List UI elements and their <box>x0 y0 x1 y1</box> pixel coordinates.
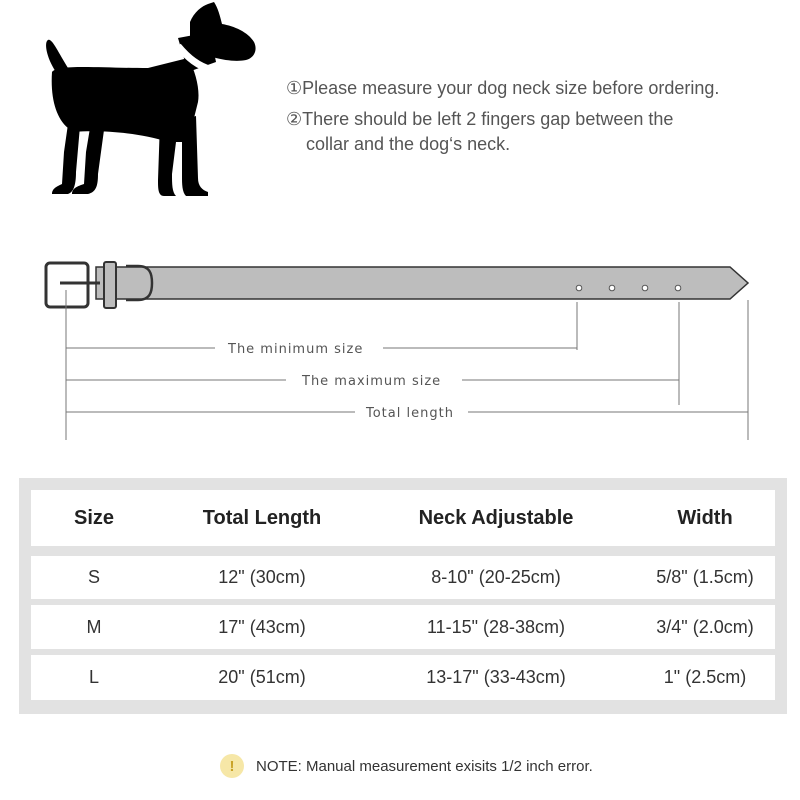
collar-hole <box>609 285 615 291</box>
buckle-icon <box>46 263 88 307</box>
measurement-instructions <box>286 76 786 157</box>
total-length-cell: 12" (30cm) <box>218 567 306 587</box>
neck-adjustable-cell: 8-10" (20-25cm) <box>431 567 561 587</box>
table-row <box>31 556 775 599</box>
measurement-note <box>220 752 593 780</box>
size-table <box>19 478 787 714</box>
note-text: NOTE: Manual measurement exisits 1/2 inch error. <box>256 757 593 775</box>
neck-adjustable-cell: 13-17" (33-43cm) <box>426 667 566 687</box>
header-neck-adjustable: Neck Adjustable <box>418 506 574 529</box>
header-width: Width <box>677 506 733 529</box>
max-size-label: The maximum size <box>302 374 442 389</box>
header-total-length: Total Length <box>202 506 322 529</box>
instruction-2-continued: collar and the dog‘s neck. <box>306 134 511 154</box>
collar-hole <box>576 285 582 291</box>
width-cell: 5/8" (1.5cm) <box>656 567 754 587</box>
width-cell: 3/4" (2.0cm) <box>656 616 754 637</box>
total-length-label: Total length <box>366 406 454 421</box>
instruction-1: ①Please measure your dog neck size before ordering. <box>286 78 720 98</box>
warning-icon: ! <box>220 754 244 778</box>
neck-adjustable-cell: 11-15" (28-38cm) <box>426 616 566 637</box>
total-length-cell: 17" (43cm) <box>218 616 306 637</box>
size-cell: L <box>88 667 99 687</box>
table-row <box>31 605 775 649</box>
header-size: Size <box>73 506 115 529</box>
table-row <box>31 655 775 700</box>
table-header-row <box>31 490 775 546</box>
width-cell: 1" (2.5cm) <box>663 667 747 687</box>
total-length-cell: 20" (51cm) <box>218 667 306 687</box>
size-cell: S <box>87 567 100 587</box>
collar-hole <box>642 285 648 291</box>
keeper-loop <box>104 262 116 308</box>
collar-hole <box>675 285 681 291</box>
collar-diagram <box>0 250 800 450</box>
size-cell: M <box>86 616 102 637</box>
min-size-label: The minimum size <box>228 342 364 357</box>
instruction-2: ②There should be left 2 fingers gap between the <box>286 109 674 129</box>
collar-strap <box>96 267 748 299</box>
dog-silhouette-icon <box>38 2 258 202</box>
